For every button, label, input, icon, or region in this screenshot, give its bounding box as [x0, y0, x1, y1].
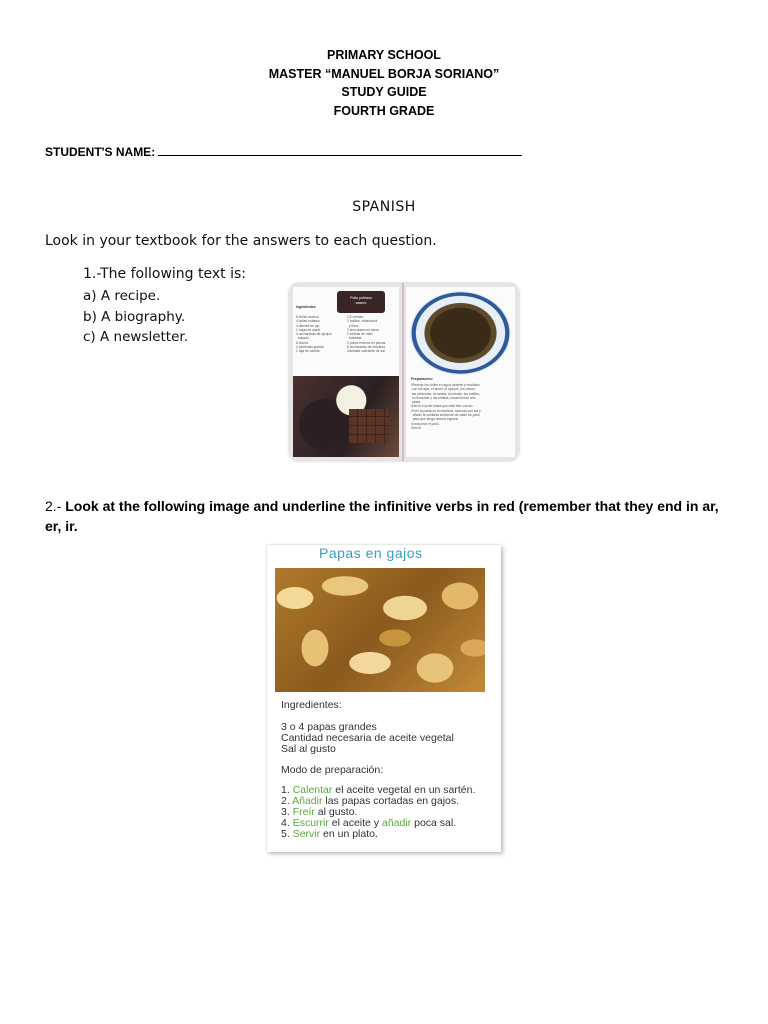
papas-ingredient-1: 3 o 4 papas grandes [281, 721, 377, 733]
instruction-text: Look in your textbook for the answers to each question. [45, 233, 437, 249]
step-text: las papas cortadas en gajos. [322, 795, 460, 807]
chocolate-bar-image [349, 409, 389, 443]
recipe-prep-text: •Remoje los chiles en agua caliente y muélalos con los ajos, el laurel, el ajonjolí, los clavos, las pimientas, la canela, la cebolla, los bolillos, el chocolate y las tortillas, hasta formar una pasta. •Hervir el pollo hasta que esté bien cocido. •Freír la pasta en la manteca, sazonar con sal y añadir la cantidad suficiente de caldo de pollo para que tenga textura espesa. •Incorporar el pollo. •Servir. [411, 383, 481, 430]
recipe-image-papas [267, 545, 501, 852]
papas-step-5 [281, 829, 378, 840]
step-text: al gusto. [314, 806, 358, 818]
papas-recipe-title: Papas en gajos [319, 545, 423, 561]
step-verb: Servir [292, 828, 321, 840]
step-number: 2. [281, 795, 290, 807]
grade-label: FOURTH GRADE [333, 104, 435, 118]
question-1-option-a: a) A recipe. [83, 288, 161, 304]
potato-wedges-photo [275, 568, 485, 692]
student-name-blank[interactable] [158, 143, 522, 156]
papas-ingredient-3: Sal al gusto [281, 743, 336, 755]
recipe-ingredients-col2: 1/2 cebolla 2 bolillos, rebanados y fritos 2 chocolates en barra 2 tortillas de maíz tostadas 2 pollos enteros en piezas 8 cucharadas de manteca Cantidad suficiente de sal [347, 315, 386, 354]
school-name: PRIMARY SCHOOL [327, 48, 441, 62]
school-master-name: MASTER “MANUEL BORJA SORIANO” [268, 67, 500, 81]
recipe-image-pollo [289, 283, 519, 461]
papas-ingredient-2: Cantidad necesaria de aceite vegetal [281, 732, 454, 744]
question-1-option-c: c) A newsletter. [83, 329, 188, 345]
step-verb: Calentar [292, 784, 333, 796]
question-2-number: 2.- [45, 498, 66, 514]
question-1-option-b: b) A biography. [83, 309, 186, 325]
step-text: el aceite y [328, 817, 382, 829]
student-name-field[interactable] [45, 143, 522, 159]
book-gutter [402, 283, 404, 461]
step-verb: Escurrir [292, 817, 329, 829]
question-2 [45, 496, 735, 536]
student-name-label: STUDENT'S NAME: [45, 145, 156, 159]
recipe-title-line1: Pollo poblano [350, 296, 372, 300]
step-text: el aceite vegetal en un sartén. [332, 784, 476, 796]
step-number: 3. [281, 806, 290, 818]
question-2-text: Look at the following image and underline the infinitive verbs in red (remember that they end in ar, er, ir. [45, 498, 719, 534]
step-number: 5. [281, 828, 290, 840]
recipe-ingredients-title: Ingredientes [296, 305, 316, 309]
step-number: 4. [281, 817, 290, 829]
step-number: 1. [281, 784, 290, 796]
step-verb: Añadir [292, 795, 323, 807]
recipe-title-line2: casero [355, 301, 367, 305]
papas-ingredients-title: Ingredientes: [281, 699, 342, 711]
recipe-ingredients-col1: 8 chiles anchos 4 chiles mulatos 4 dientes de ajo 1 hojas de laurel 4 cucharadas de ajonjolí tostado 8 clavos 2 pimientas gordas 1 raja de canela [296, 315, 332, 354]
question-1-prompt: 1.-The following text is: [83, 266, 246, 282]
subject-title: SPANISH [352, 199, 416, 215]
step-text: en un plato. [320, 828, 378, 840]
document-type: STUDY GUIDE [341, 85, 427, 99]
recipe-title-tag [337, 291, 385, 313]
step-verb: Freír [292, 806, 315, 818]
papas-method-title: Modo de preparación: [281, 764, 384, 776]
step-text-2: poca sal. [411, 817, 457, 829]
step-verb-2: añadir [381, 817, 412, 829]
mole-bowl-image [410, 291, 511, 375]
recipe-prep-title: Preparación: [411, 377, 433, 381]
